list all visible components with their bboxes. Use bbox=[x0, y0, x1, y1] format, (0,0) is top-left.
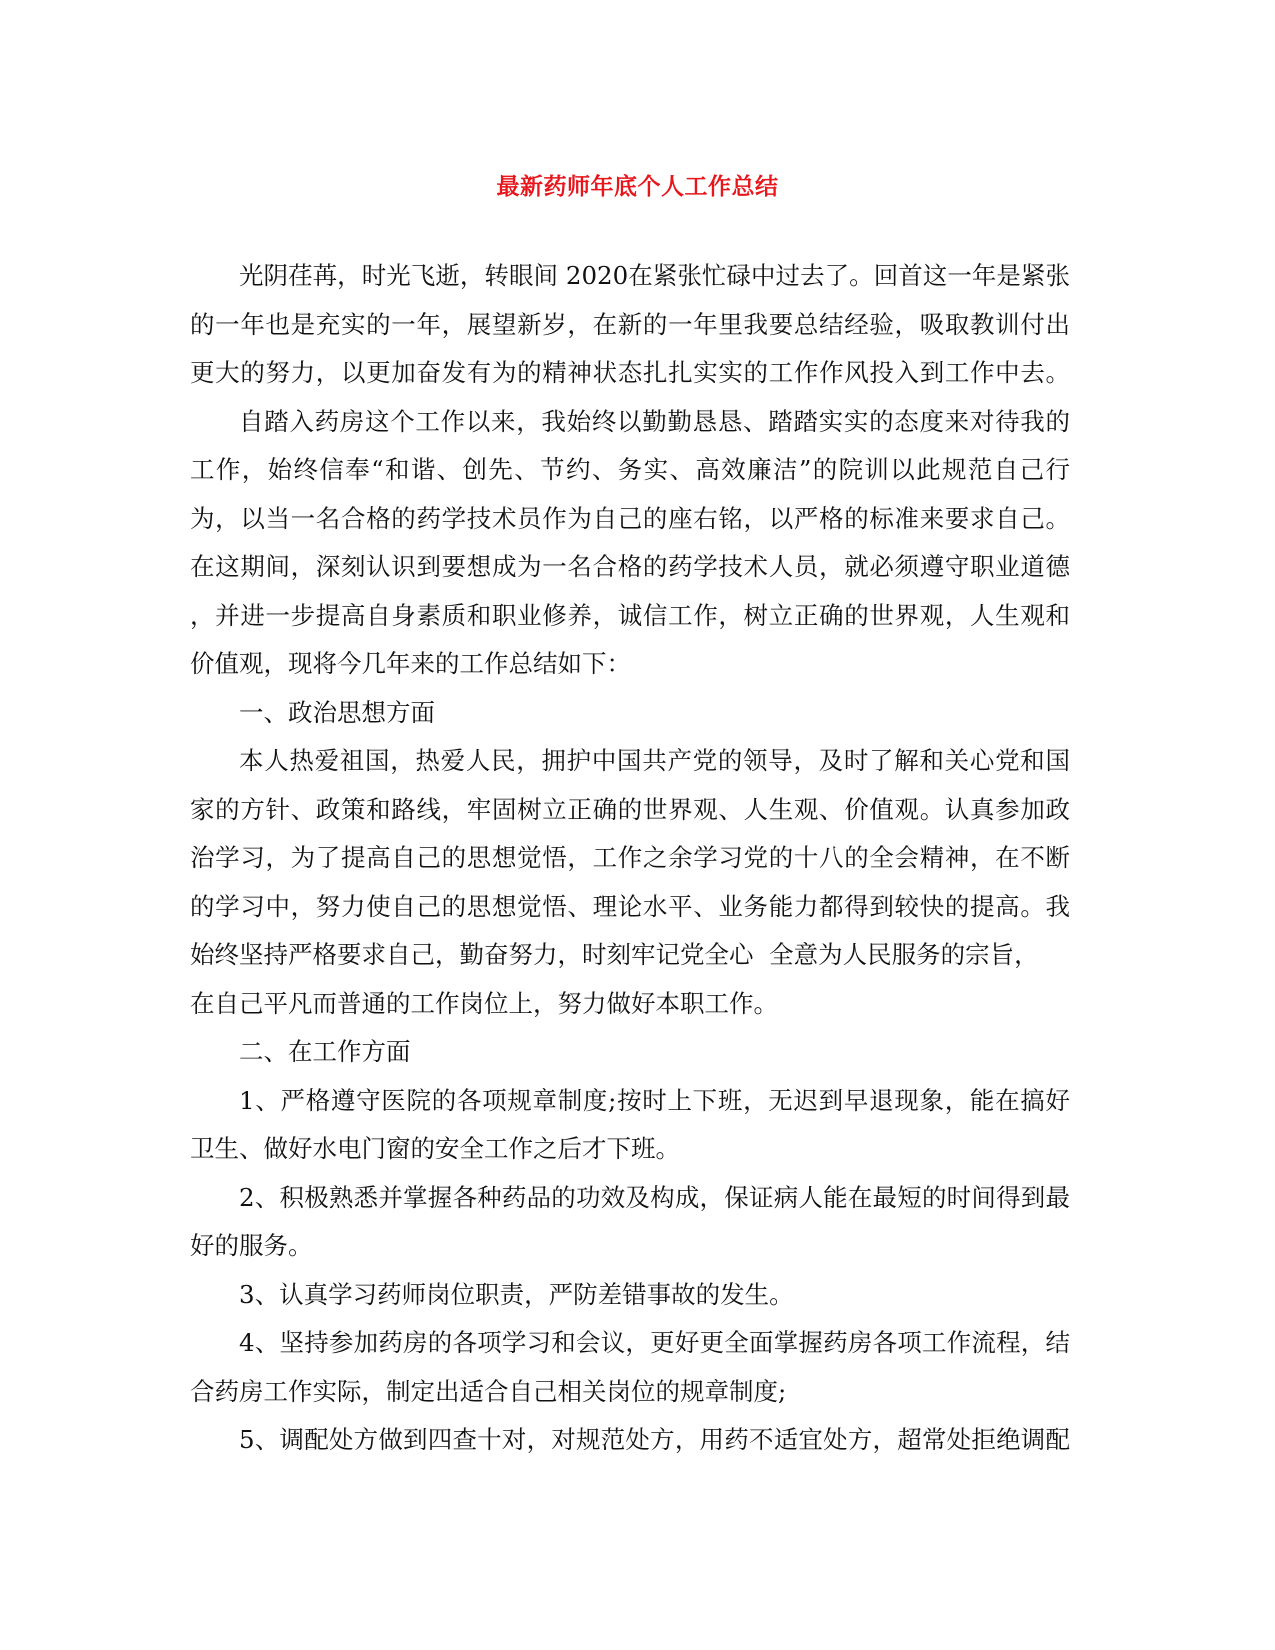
paragraph-line: 在这期间，深刻认识到要想成为一名合格的药学技术人员，就必须遵守职业道德 bbox=[190, 552, 1070, 581]
paragraph-line: 的学习中，努力使自己的思想觉悟、理论水平、业务能力都得到较快的提高。我 bbox=[190, 891, 1070, 921]
paragraph-line: ，并进一步提高自身素质和职业修养，诚信工作，树立正确的世界观，人生观和 bbox=[190, 600, 1070, 630]
paragraph-line: 的一年也是充实的一年，展望新岁，在新的一年里我要总结经验，吸取教训付出 bbox=[190, 309, 1070, 339]
list-item-line: 5、调配处方做到四查十对，对规范处方，用药不适宜处方，超常处拒绝调配 bbox=[239, 1425, 1070, 1454]
paragraph-line: 自踏入药房这个工作以来，我始终以勤勤恳恳、踏踏实实的态度来对待我的 bbox=[239, 406, 1070, 436]
paragraph-line: 更大的努力，以更加奋发有为的精神状态扎扎实实的工作作风投入到工作中去。 bbox=[190, 358, 1070, 387]
list-item-line: 卫生、做好水电门窗的安全工作之后才下班。 bbox=[190, 1134, 680, 1163]
list-item-line: 4、坚持参加药房的各项学习和会议，更好更全面掌握药房各项工作流程，结 bbox=[239, 1328, 1070, 1357]
paragraph-line: 在自己平凡而普通的工作岗位上，努力做好本职工作。 bbox=[190, 988, 778, 1018]
list-item-line: 1、严格遵守医院的各项规章制度;按时上下班，无迟到早退现象，能在搞好 bbox=[239, 1085, 1070, 1115]
list-item-line: 合药房工作实际，制定出适合自己相关岗位的规章制度; bbox=[190, 1376, 787, 1406]
paragraph-line: 工作，始终信奉“和谐、创先、节约、务实、高效廉洁”的院训以此规范自己行 bbox=[190, 455, 1070, 484]
paragraph-line: 价值观，现将今几年来的工作总结如下： bbox=[190, 649, 631, 678]
section-heading: 一、政治思想方面 bbox=[239, 697, 435, 727]
list-item-line: 2、积极熟悉并掌握各种药品的功效及构成，保证病人能在最短的时间得到最 bbox=[239, 1182, 1070, 1212]
list-item-line: 好的服务。 bbox=[190, 1231, 313, 1260]
document-title: 最新药师年底个人工作总结 bbox=[496, 173, 779, 200]
paragraph-line: 治学习，为了提高自己的思想觉悟，工作之余学习党的十八的全会精神，在不断 bbox=[190, 843, 1070, 872]
list-item-line: 3、认真学习药师岗位职责，严防差错事故的发生。 bbox=[239, 1279, 794, 1309]
paragraph-line: 为，以当一名合格的药学技术员作为自己的座右铭，以严格的标准来要求自己。 bbox=[190, 503, 1070, 533]
paragraph-line: 始终坚持严格要求自己，勤奋努力，时刻牢记党全心 全意为人民服务的宗旨， bbox=[190, 940, 1039, 969]
document-body bbox=[190, 252, 1070, 1465]
paragraph-line: 光阴荏苒，时光飞逝，转眼间 2020在紧张忙碌中过去了。回首这一年是紧张 bbox=[239, 261, 1070, 290]
paragraph-line: 本人热爱祖国，热爱人民，拥护中国共产党的领导，及时了解和关心党和国 bbox=[239, 746, 1070, 775]
paragraph-line: 家的方针、政策和路线，牢固树立正确的世界观、人生观、价值观。认真参加政 bbox=[190, 794, 1070, 824]
section-heading: 二、在工作方面 bbox=[239, 1037, 411, 1066]
